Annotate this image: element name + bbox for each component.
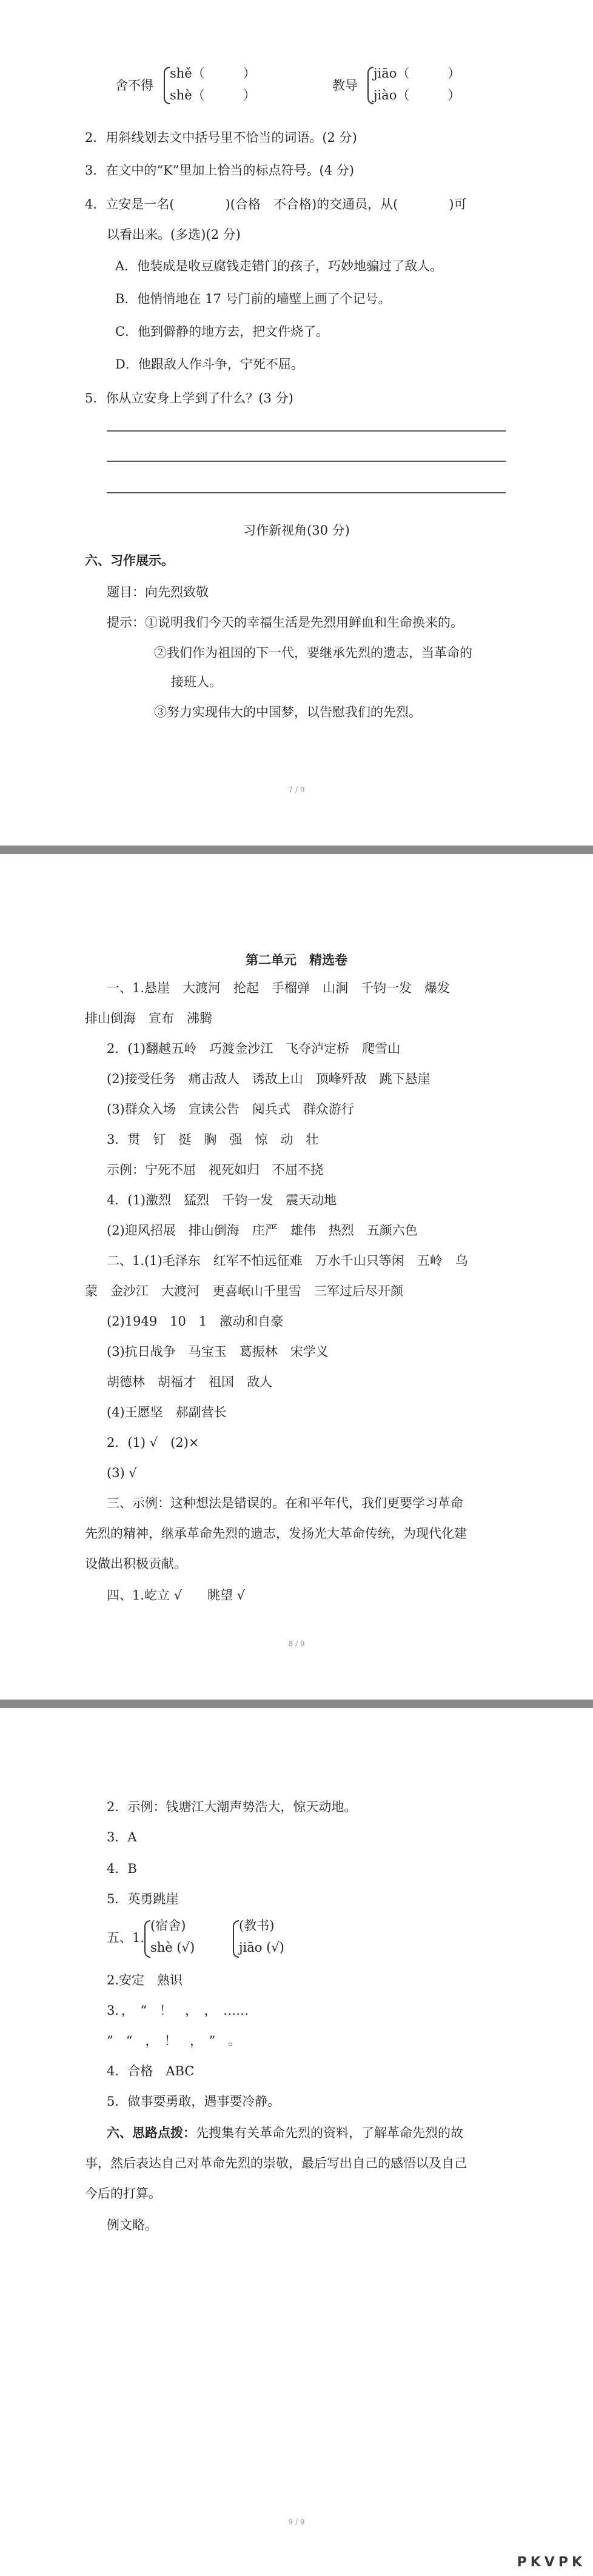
question-4-line-2: 以看出来。(多选)(2 分) xyxy=(107,227,241,242)
answer-line: 二、1.(1)毛泽东 红军不怕远征难 万水千山只等闲 五岭 乌 xyxy=(107,1253,468,1268)
answer-line: 一、1.悬崖 大渡河 抡起 手榴弹 山涧 千钧一发 爆发 xyxy=(107,981,451,995)
five-she-line-2: shè (√) xyxy=(150,1940,195,1955)
answer-line: 设做出积极贡献。 xyxy=(85,1557,187,1571)
answer-line-2 xyxy=(107,461,506,462)
answer-line: 4．合格 ABC xyxy=(107,2064,195,2078)
section-six-line-2: 事，然后表达自己对革命先烈的崇敬，最后写出自己的感悟以及自己 xyxy=(85,2156,467,2171)
section-six-line-3: 今后的打算。 xyxy=(85,2186,161,2201)
question-2: 2．用斜线划去文中括号里不恰当的词语。(2 分) xyxy=(85,130,357,145)
five-prefix: 五、1. xyxy=(107,1930,145,1945)
brace-she xyxy=(144,1920,150,1958)
section-six-line-4: 例文略。 xyxy=(107,2218,158,2232)
page-number-3: 9 / 9 xyxy=(288,2518,305,2526)
page-title: 第二单元 精选卷 xyxy=(246,952,347,967)
answer-line: (2)1949 10 1 激动和自豪 xyxy=(107,1314,284,1329)
answer-line: (3)群众入场 宣读公告 阅兵式 群众游行 xyxy=(107,1102,354,1116)
answer-line: (3)抗日战争 马宝玉 葛振林 宋学义 xyxy=(107,1344,329,1359)
answer-line: 四、1.屹立 √ 眺望 √ xyxy=(107,1588,246,1603)
question-4-option-b: B．他悄悄地在 17 号门前的墙壁上画了个记号。 xyxy=(115,292,391,306)
jiao-label: 教导 xyxy=(332,78,358,93)
question-3: 3．在文中的“K”里加上恰当的标点符号。(4 分) xyxy=(85,163,354,178)
answer-line: 示例：宁死不屈 视死如归 不屈不挠 xyxy=(107,1163,323,1177)
question-4-option-d: D．他跟敌人作斗争，宁死不屈。 xyxy=(115,357,304,372)
answer-line: (3) √ xyxy=(107,1466,137,1480)
answer-line-1 xyxy=(107,430,506,432)
answer-line: 3．， “ ！ ， ， …… xyxy=(107,2003,249,2018)
answer-line: 2．示例：钱塘江大潮声势浩大，惊天动地。 xyxy=(107,1800,357,1814)
watermark: PKVPK xyxy=(517,2555,586,2570)
brace-left xyxy=(164,67,170,104)
brace-jiao xyxy=(233,1920,239,1958)
section-title: 习作新视角(30 分) xyxy=(243,523,350,538)
essay-hint-1: 提示：①说明我们今天的幸福生活是先烈用鲜血和生命换来的。 xyxy=(107,615,463,630)
section-six-text: 先搜集有关革命先烈的资料，了解革命先烈的故 xyxy=(196,2126,463,2140)
question-4-option-c: C．他到僻静的地方去，把文件烧了。 xyxy=(115,324,329,339)
answer-line: 5．做事要勇敢，遇事要冷静。 xyxy=(107,2094,281,2109)
answer-line: 5．英勇跳崖 xyxy=(107,1892,179,1906)
essay-hint-3: ③努力实现伟大的中国梦，以告慰我们的先烈。 xyxy=(154,705,421,719)
answer-line: 三、示例：这种想法是错误的。在和平年代，我们更要学习革命 xyxy=(107,1496,463,1510)
page-number-1: 7 / 9 xyxy=(288,786,305,794)
answer-line: (4)王愿坚 郝副营长 xyxy=(107,1405,227,1420)
answer-line: 排山倒海 宣布 沸腾 xyxy=(85,1011,212,1026)
section-six-heading: 六、习作展示。 xyxy=(85,553,174,568)
answer-line: ” “ ， ！ ， ” 。 xyxy=(107,2034,241,2048)
jiao-line-2: jiào（ ） xyxy=(374,88,461,102)
answer-line: 蒙 金沙江 大渡河 更喜岷山千里雪 三军过后尽开颜 xyxy=(85,1284,403,1298)
she-line-1: shě（ ） xyxy=(170,66,256,81)
essay-hint-2-line-2: 接班人。 xyxy=(171,675,222,689)
answer-line: 3．贯 钉 挺 胸 强 惊 动 壮 xyxy=(107,1132,319,1147)
she-line-2: shè（ ） xyxy=(170,88,256,102)
page-number-2: 8 / 9 xyxy=(288,1640,305,1648)
document-page-1 xyxy=(0,0,593,846)
five-jiao-line-2: jiāo (√) xyxy=(239,1940,284,1955)
answer-line-3 xyxy=(107,492,506,493)
answer-line: 4．B xyxy=(107,1861,137,1876)
essay-topic: 题目：向先烈致敬 xyxy=(107,585,209,599)
five-she-line-1: (宿舍) xyxy=(150,1918,186,1933)
question-4-line-1: 4．立安是一名( )(合格 不合格)的交通员，从( )可 xyxy=(85,197,467,212)
answer-line: 2．(1)翻越五岭 巧渡金沙江 飞夺泸定桥 爬雪山 xyxy=(107,1041,401,1056)
answer-line: (2)接受任务 痛击敌人 诱敌上山 顶峰歼敌 跳下悬崖 xyxy=(107,1072,431,1086)
essay-hint-2-line-1: ②我们作为祖国的下一代，要继承先烈的遗志，当革命的 xyxy=(154,646,472,660)
answer-line: 4．(1)激烈 猛烈 千钧一发 震天动地 xyxy=(107,1193,337,1207)
page-separator-1 xyxy=(0,846,593,854)
jiao-line-1: jiāo（ ） xyxy=(374,66,461,81)
answer-line: 3．A xyxy=(107,1830,137,1844)
page-separator-2 xyxy=(0,1700,593,1708)
answer-line: 胡德林 胡福才 祖国 敌人 xyxy=(107,1375,272,1389)
answer-line: 2．(1) √ (2)× xyxy=(107,1435,199,1450)
five-jiao-line-1: (教书) xyxy=(239,1918,275,1933)
document-page-2 xyxy=(0,854,593,1700)
brace-right xyxy=(367,67,374,104)
she-label: 舍不得 xyxy=(115,78,153,93)
answer-line: 2.安定 熟识 xyxy=(107,1973,183,1987)
section-six-label: 六、思路点拨： xyxy=(107,2125,196,2140)
answer-line: (2)迎风招展 排山倒海 庄严 雄伟 热烈 五颜六色 xyxy=(107,1223,418,1238)
document-page-3 xyxy=(0,1708,593,2576)
question-5: 5．你从立安身上学到了什么？(3 分) xyxy=(85,391,293,405)
question-4-option-a: A．他装成是收豆腐钱走错门的孩子，巧妙地骗过了敌人。 xyxy=(115,259,443,273)
section-six-line-1 xyxy=(107,2124,463,2142)
answer-line: 先烈的精神，继承革命先烈的遗志，发扬光大革命传统，为现代化建 xyxy=(85,1526,467,1541)
